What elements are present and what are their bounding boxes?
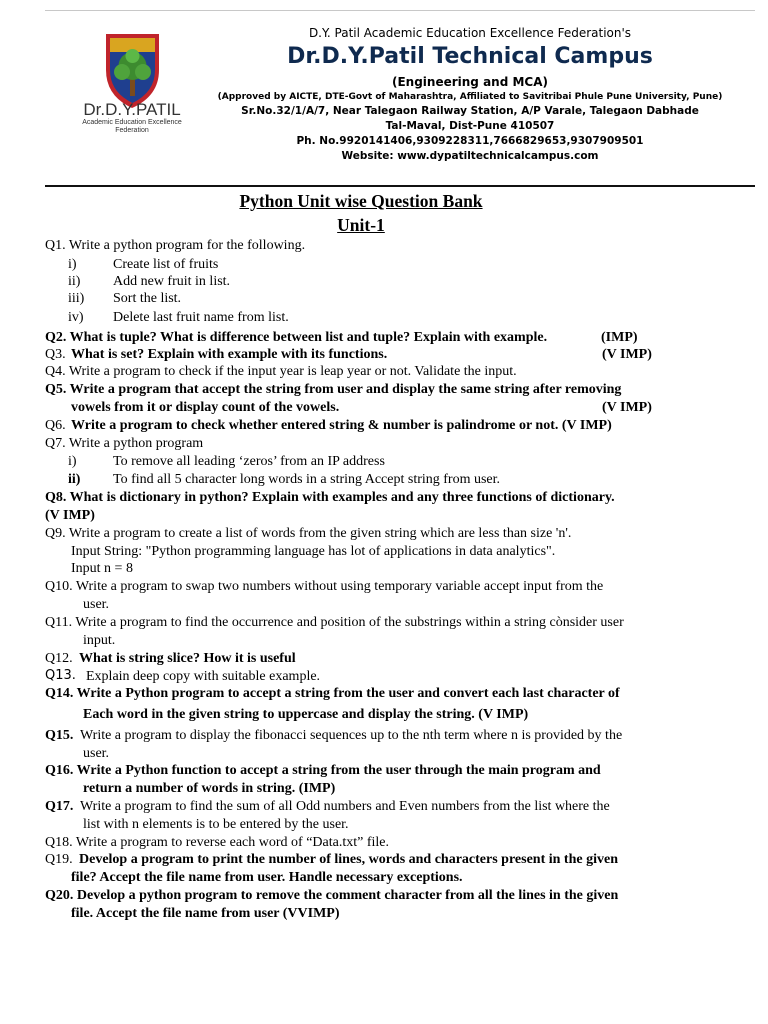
q15-line-1: Write a program to display the fibonacci sequences up to the nth term where n is provided by the (80, 728, 623, 743)
q19-line-2: file? Accept the file name from user. Handle necessary exceptions. (71, 870, 463, 885)
q8-line-1: Q8. What is dictionary in python? Explain with examples and any three functions of dictionary. (45, 490, 615, 505)
q20-line-2: file. Accept the file name from user (VVIMP) (71, 906, 340, 921)
q13-text: Explain deep copy with suitable example. (86, 669, 321, 684)
q3-tag: (V IMP) (602, 347, 652, 362)
q7-i-text: To remove all leading ‘zeros’ from an IP address (113, 454, 385, 469)
q3-text: What is set? Explain with example with its functions. (71, 347, 388, 362)
logo-sub-line-1: Academic Education Excellence (82, 119, 182, 126)
q7-text: Q7. Write a python program (45, 436, 204, 451)
q3-number: Q3. (45, 347, 66, 362)
unit-title: Unit-1 (337, 215, 385, 235)
q14-line-1: Q14. Write a Python program to accept a string from the user and convert each last character of (45, 686, 620, 701)
q1-ii-text: Add new fruit in list. (113, 274, 231, 289)
q9-line-3: Input n = 8 (71, 561, 133, 576)
q11-line-2: input. (83, 633, 116, 648)
q1-i-number: i) (68, 257, 77, 272)
q13-number: Q13. (45, 668, 76, 683)
q7-ii-number: ii) (68, 472, 81, 487)
q5-line-1: Q5. Write a program that accept the string from user and display the same string after removing (45, 382, 622, 397)
logo-name: Dr.D.Y.PATIL (83, 100, 181, 119)
q17-line-2: list with n elements is to be entered by the user. (83, 817, 349, 832)
q7-i-number: i) (68, 454, 77, 469)
federation-name: D.Y. Patil Academic Education Excellence Federation's (308, 26, 632, 40)
q15-number: Q15. (45, 728, 74, 743)
q4-text: Q4. Write a program to check if the input year is leap year or not. Validate the input. (45, 364, 517, 379)
address-line-1: Sr.No.32/1/A/7, Near Talegaon Railway Station, A/P Varale, Talegaon Dabhade (241, 105, 699, 117)
q5-line-2: vowels from it or display count of the vowels. (71, 400, 340, 415)
header-divider (45, 185, 755, 187)
q7-ii-text: To find all 5 character long words in a string Accept string from user. (113, 472, 501, 487)
q6-number: Q6. (45, 418, 66, 433)
campus-name: Dr.D.Y.Patil Technical Campus (287, 44, 653, 69)
q17-number: Q17. (45, 799, 74, 814)
q19-line-1: Develop a program to print the number of lines, words and characters present in the given (79, 852, 618, 867)
q11-line-1: Q11. Write a program to find the occurrence and position of the substrings within a string cònsider user (45, 615, 624, 630)
q12-number: Q12. (45, 651, 73, 666)
approval-text: (Approved by AICTE, DTE-Govt of Maharashtra, Affiliated to Savitribai Phule Pune University, Pune) (217, 92, 723, 102)
q1-iii-number: iii) (68, 291, 85, 306)
q1-iv-number: iv) (68, 310, 84, 325)
logo-subtitle (62, 119, 202, 135)
q20-line-1: Q20. Develop a python program to remove the comment character from all the lines in the given (45, 888, 619, 903)
q2-tag: (IMP) (601, 330, 638, 345)
q19-number: Q19. (45, 852, 73, 867)
q8-line-2: (V IMP) (45, 508, 95, 523)
q9-line-1: Q9. Write a program to create a list of words from the given string which are less than size 'n'. (45, 526, 572, 541)
q5-tag: (V IMP) (602, 400, 652, 415)
q14-line-2: Each word in the given string to uppercase and display the string. (V IMP) (83, 707, 529, 722)
q9-line-2: Input String: "Python programming language has lot of applications in data analytics". (71, 544, 556, 559)
q16-line-1: Q16. Write a Python function to accept a string from the user through the main program and (45, 763, 601, 778)
q10-line-1: Q10. Write a program to swap two numbers without using temporary variable accept input from the (45, 579, 604, 594)
q16-line-2: return a number of words in string. (IMP) (83, 781, 336, 796)
q6-text: Write a program to check whether entered string & number is palindrome or not. (V IMP) (71, 418, 612, 433)
q1-text: Q1. Write a python program for the following. (45, 238, 306, 253)
q12-text: What is string slice? How it is useful (79, 651, 296, 666)
address-line-2: Tal-Maval, Dist-Pune 410507 (385, 120, 555, 132)
phone-numbers: Ph. No.9920141406,9309228311,7666829653,9307909501 (296, 135, 644, 147)
q10-line-2: user. (83, 597, 110, 612)
programs: (Engineering and MCA) (391, 75, 549, 89)
top-rule (45, 10, 755, 11)
logo-sub-line-2: Federation (115, 127, 149, 134)
q1-iv-text: Delete last fruit name from list. (113, 310, 289, 325)
document-title: Python Unit wise Question Bank (239, 191, 483, 211)
q15-line-2: user. (83, 746, 110, 761)
q2-text: Q2. What is tuple? What is difference between list and tuple? Explain with example. (45, 330, 548, 345)
q1-ii-number: ii) (68, 274, 81, 289)
q1-iii-text: Sort the list. (113, 291, 182, 306)
q1-i-text: Create list of fruits (113, 257, 219, 272)
q17-line-1: Write a program to find the sum of all Odd numbers and Even numbers from the list where the (80, 799, 610, 814)
website: Website: www.dypatiltechnicalcampus.com (341, 150, 599, 162)
q18-text: Q18. Write a program to reverse each word of “Data.txt” file. (45, 835, 389, 850)
